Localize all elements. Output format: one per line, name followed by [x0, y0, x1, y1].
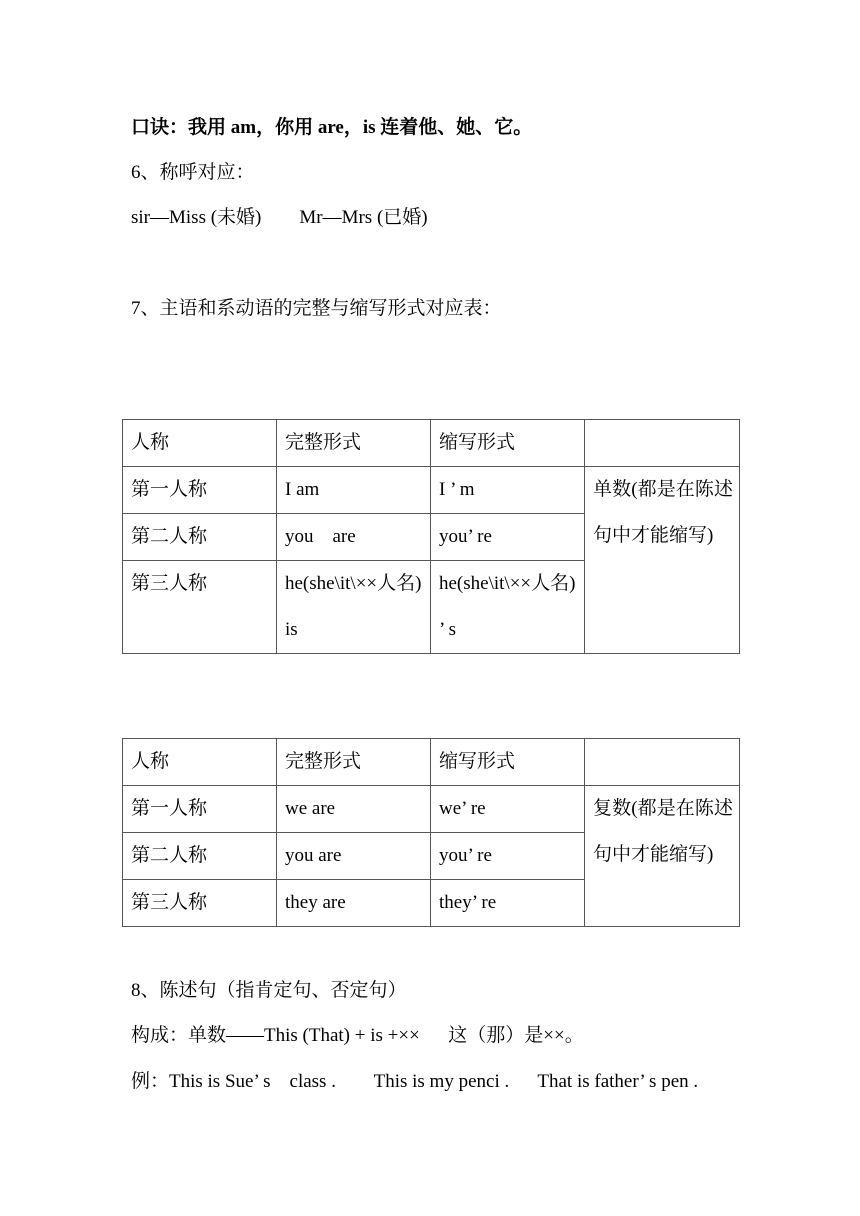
- singular-contraction-table: [122, 419, 740, 654]
- header-full-form: 完整形式: [277, 420, 431, 467]
- person-cell: 第三人称: [123, 880, 277, 927]
- mnemonic-line: 口诀：我用 am，你用 are，is 连着他、她、它。: [131, 117, 533, 138]
- full-form-cell: you are: [277, 833, 431, 880]
- short-form-cell: they’ re: [431, 880, 585, 927]
- section8-structure: 构成：单数——This (That) + is +×× 这（那）是××。: [131, 1025, 584, 1046]
- header-person: 人称: [123, 739, 277, 786]
- number-note-cell: 单数(都是在陈述句中才能缩写): [585, 467, 740, 654]
- table-header-row: [123, 420, 740, 467]
- person-cell: 第一人称: [123, 786, 277, 833]
- section8-heading: 8、陈述句（指肯定句、否定句）: [131, 980, 407, 1001]
- table-row: [123, 786, 740, 833]
- section7-heading: 7、主语和系动语的完整与缩写形式对应表：: [131, 298, 502, 319]
- full-form-cell: we are: [277, 786, 431, 833]
- table-row: [123, 467, 740, 514]
- header-person: 人称: [123, 420, 277, 467]
- table-header-row: [123, 739, 740, 786]
- full-form-cell: I am: [277, 467, 431, 514]
- person-cell: 第三人称: [123, 561, 277, 654]
- header-note: [585, 420, 740, 467]
- section6-heading: 6、称呼对应：: [131, 162, 255, 183]
- number-note-cell: 复数(都是在陈述句中才能缩写): [585, 786, 740, 927]
- full-form-cell: he(she\it\××人名) is: [277, 561, 431, 654]
- header-short-form: 缩写形式: [431, 420, 585, 467]
- full-form-cell: they are: [277, 880, 431, 927]
- short-form-cell: he(she\it\××人名) ’ s: [431, 561, 585, 654]
- section8-example: 例：This is Sue’ s class . This is my penci . That is father’ s pen .: [131, 1071, 699, 1092]
- short-form-cell: you’ re: [431, 833, 585, 880]
- person-cell: 第二人称: [123, 514, 277, 561]
- short-form-cell: I ’ m: [431, 467, 585, 514]
- section6-address-line: sir—Miss (未婚) Mr—Mrs (已婚): [131, 207, 428, 228]
- header-short-form: 缩写形式: [431, 739, 585, 786]
- short-form-cell: we’ re: [431, 786, 585, 833]
- person-cell: 第二人称: [123, 833, 277, 880]
- plural-contraction-table: [122, 738, 740, 927]
- short-form-cell: you’ re: [431, 514, 585, 561]
- full-form-cell: you are: [277, 514, 431, 561]
- person-cell: 第一人称: [123, 467, 277, 514]
- header-full-form: 完整形式: [277, 739, 431, 786]
- header-note: [585, 739, 740, 786]
